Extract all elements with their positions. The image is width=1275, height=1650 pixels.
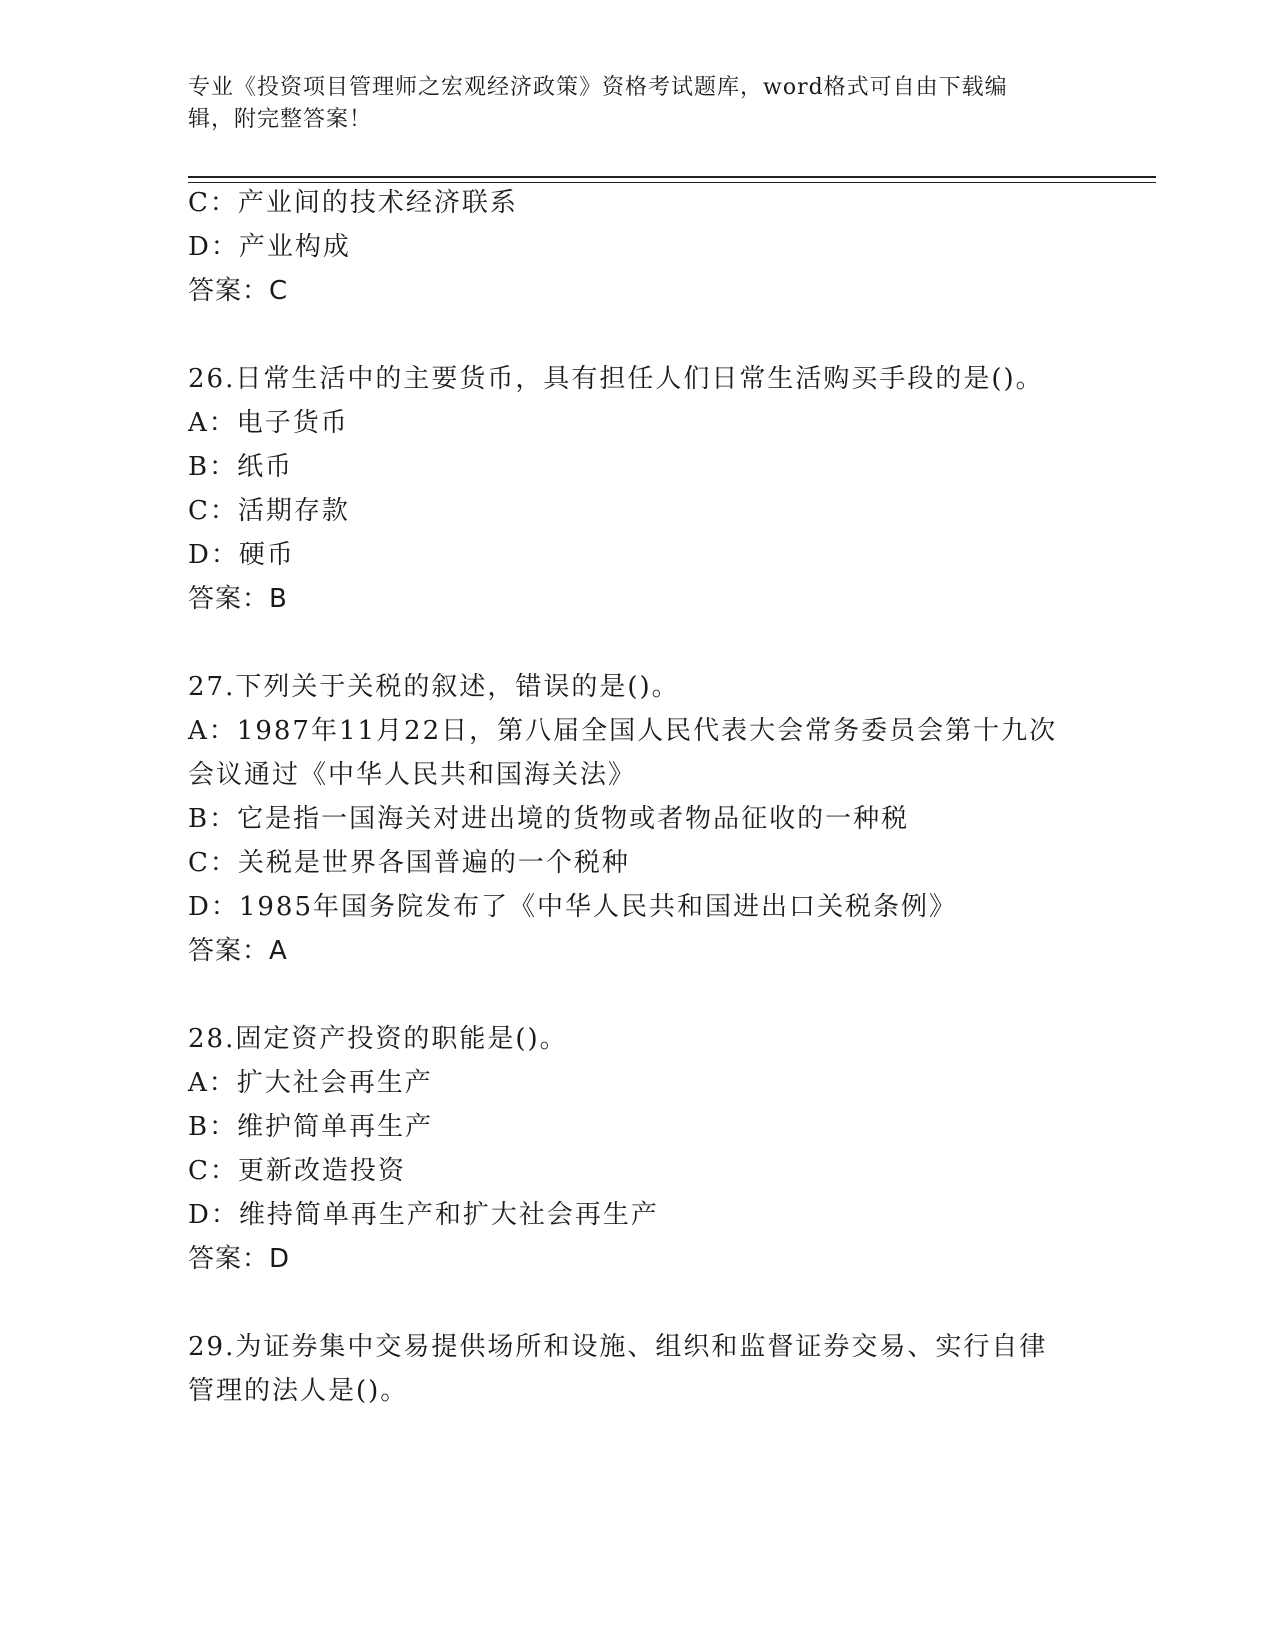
document-header (188, 72, 1088, 136)
answer: 答案：C (188, 276, 289, 306)
question-26: 26.日常生活中的主要货币，具有担任人们日常生活购买手段的是()。 (188, 364, 1044, 394)
option-a: A：电子货币 (188, 408, 349, 438)
option-d: D：硬币 (188, 540, 295, 570)
option-c: C：关税是世界各国普遍的一个税种 (188, 848, 630, 878)
header-divider-thick (188, 176, 1156, 178)
header-line-1: 专业《投资项目管理师之宏观经济政策》资格考试题库，word格式可自由下载编 (188, 75, 1008, 100)
option-d: D：1985年国务院发布了《中华人民共和国进出口关税条例》 (188, 892, 958, 922)
option-b: B：它是指一国海关对进出境的货物或者物品征收的一种税 (188, 804, 910, 834)
option-c: C：更新改造投资 (188, 1156, 406, 1186)
question-27: 27.下列关于关税的叙述，错误的是()。 (188, 672, 680, 702)
question-29: 29.为证券集中交易提供场所和设施、组织和监督证券交易、实行自律 (188, 1332, 1048, 1362)
answer: 答案：A (188, 936, 288, 966)
option-b: B：维护简单再生产 (188, 1112, 434, 1142)
option-d: D：产业构成 (188, 232, 351, 262)
answer: 答案：D (188, 1244, 291, 1274)
option-c: C：活期存款 (188, 496, 350, 526)
option-a: A：1987年11月22日，第八届全国人民代表大会常务委员会第十九次 (188, 716, 1058, 746)
header-line-2: 辑，附完整答案！ (188, 107, 373, 132)
answer: 答案：B (188, 584, 288, 614)
option-a-continued: 会议通过《中华人民共和国海关法》 (188, 760, 637, 790)
option-d: D：维持简单再生产和扩大社会再生产 (188, 1200, 659, 1230)
option-c: C：产业间的技术经济联系 (188, 188, 518, 218)
question-29-continued: 管理的法人是()。 (188, 1376, 409, 1406)
option-b: B：纸币 (188, 452, 294, 482)
option-a: A：扩大社会再生产 (188, 1068, 433, 1098)
question-28: 28.固定资产投资的职能是()。 (188, 1024, 568, 1054)
header-divider-thin (188, 182, 1156, 183)
